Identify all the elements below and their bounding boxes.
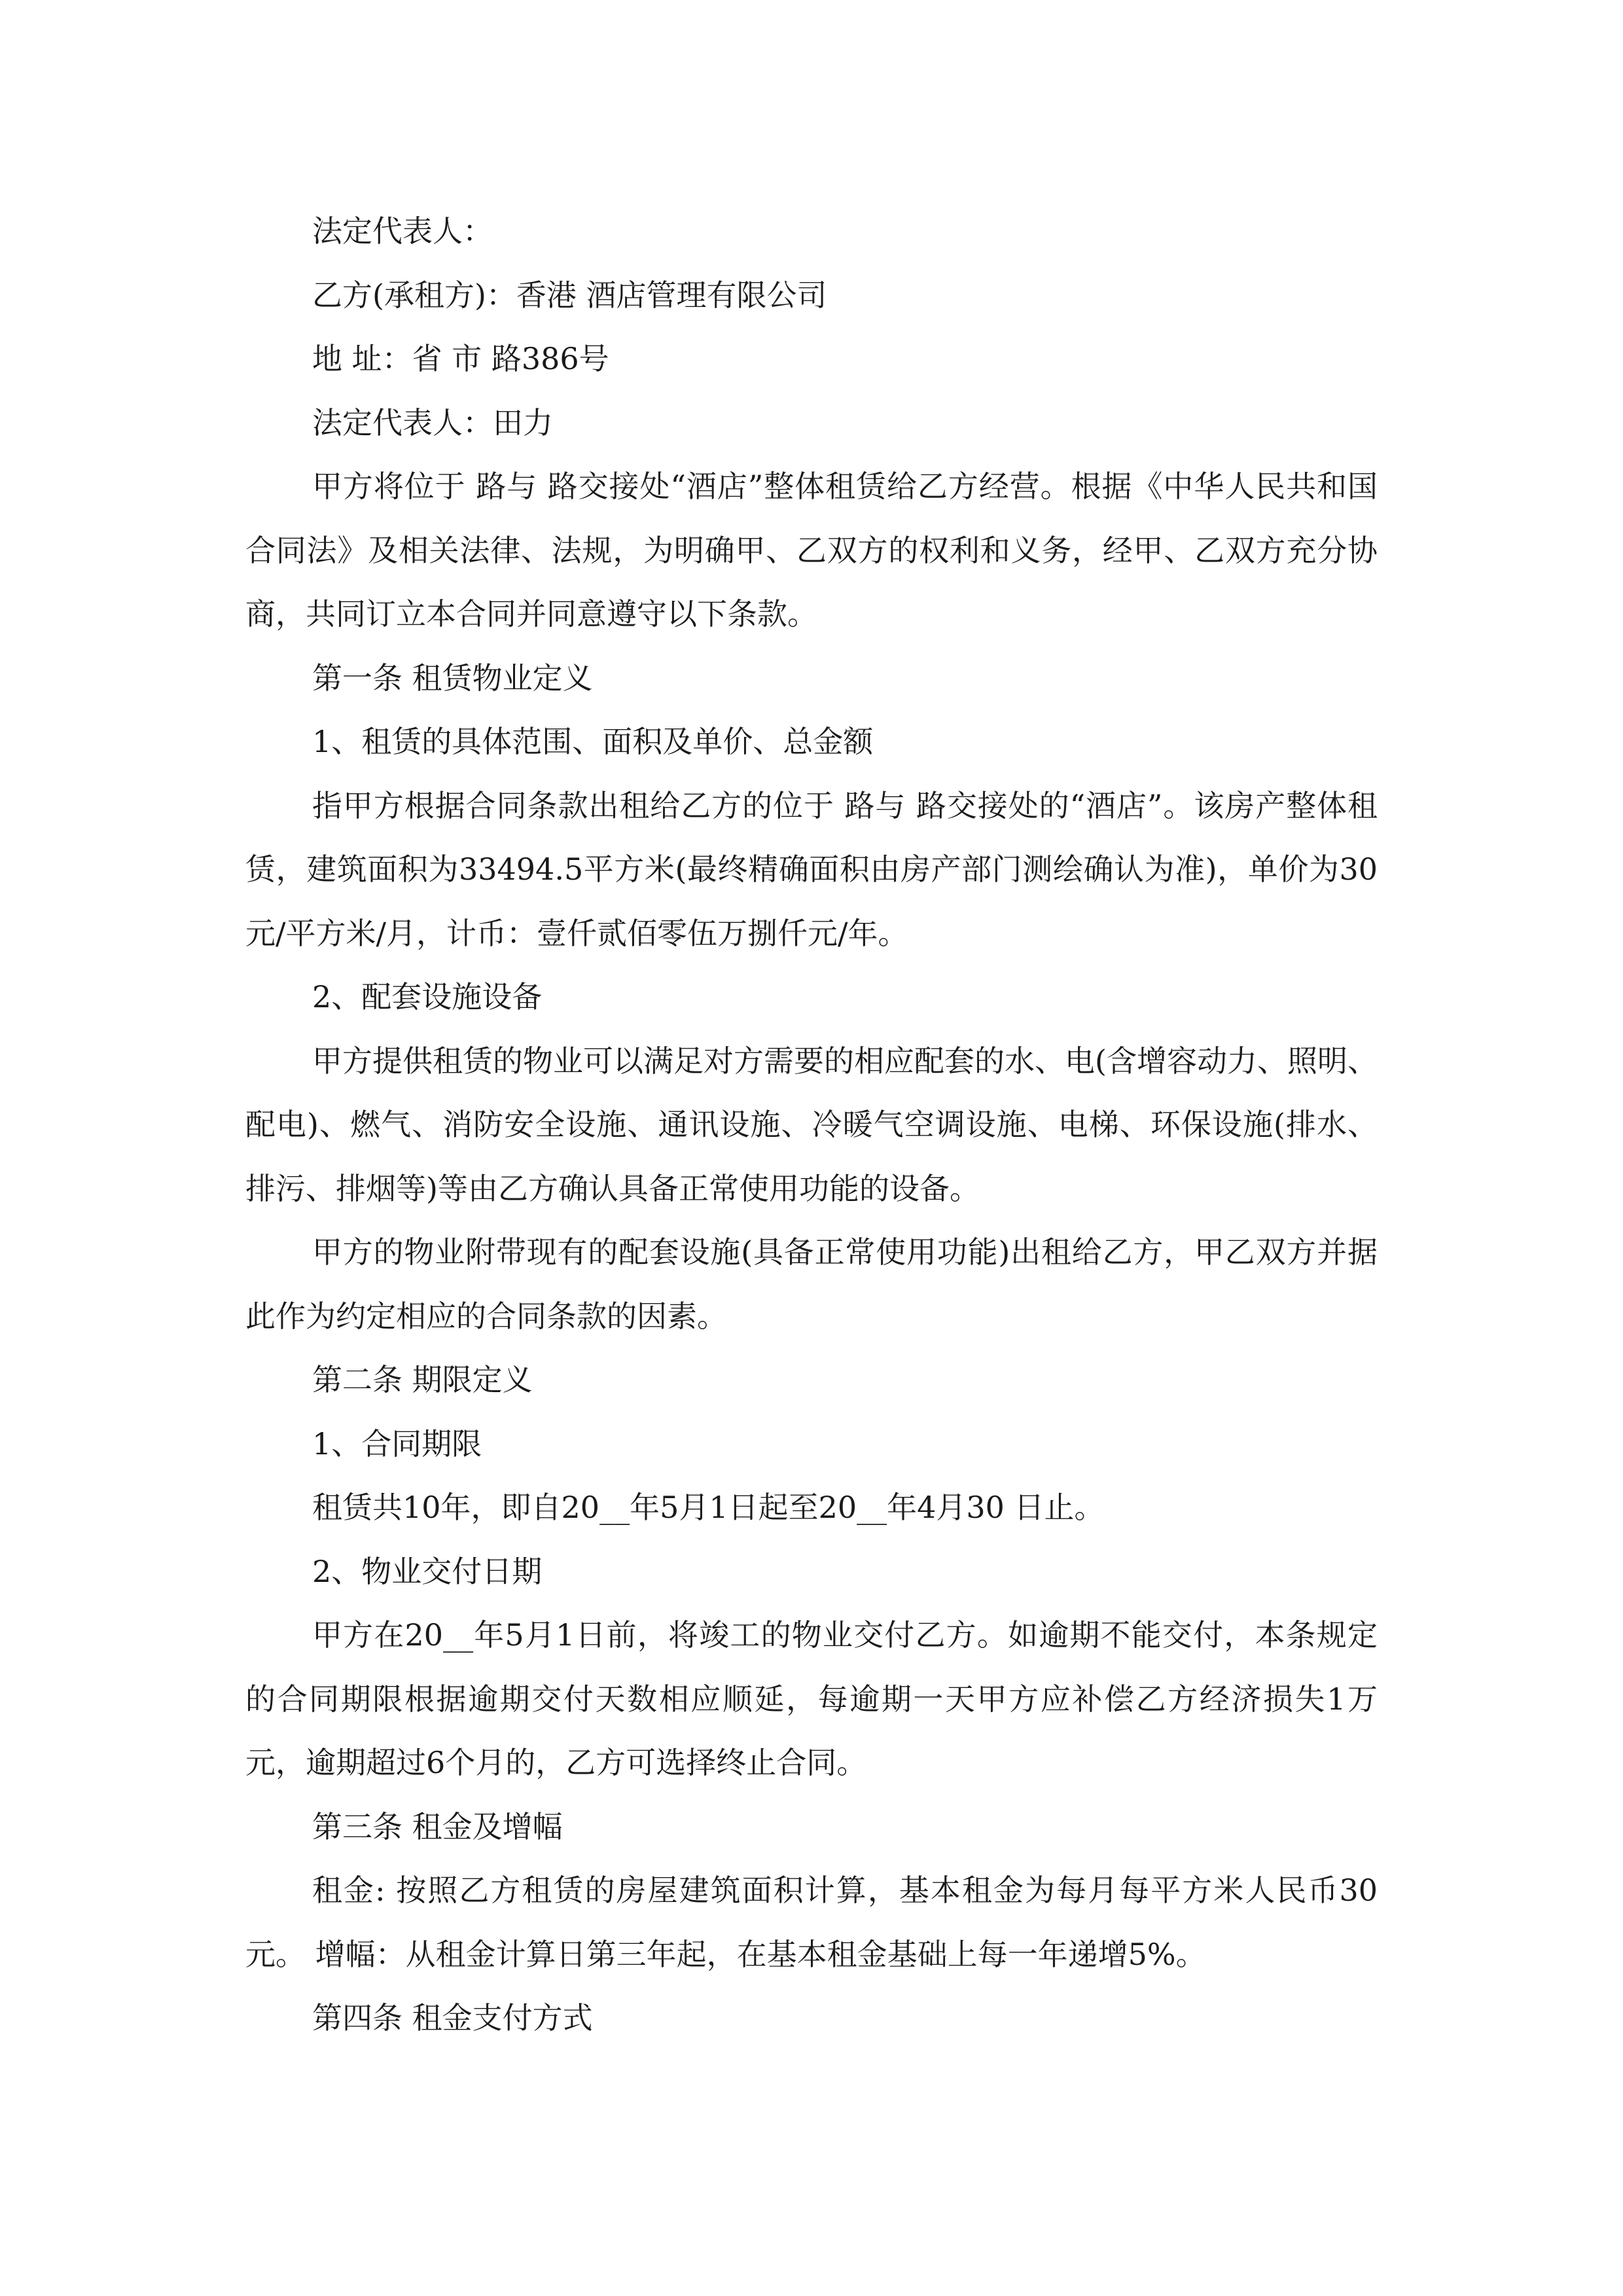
article-1-item-2: 2、配套设施设备 bbox=[312, 979, 543, 1014]
article-4-heading: 第四条 租金支付方式 bbox=[312, 2000, 593, 2036]
legal-representative-b: 法定代表人：田力 bbox=[312, 404, 553, 440]
article-2-item-1: 1、合同期限 bbox=[312, 1426, 482, 1462]
article-2-heading: 第二条 期限定义 bbox=[312, 1362, 533, 1397]
article-1-item-1-text: 指甲方根据合同条款出租给乙方的位于 路与 路交接处的“酒店”。该房产整体租赁，建筑面积为33494.5平方米(最终精确面积由房产部门测绘确认为准)，单价为30元/平方米/月，计币：壹仟贰佰零伍万捌仟元/年。 bbox=[245, 787, 1378, 951]
article-2-item-1-text: 租赁共10年，即自20__年5月1日起至20__年4月30 日止。 bbox=[312, 1490, 1105, 1525]
legal-representative-a: 法定代表人： bbox=[312, 213, 493, 249]
article-1-heading: 第一条 租赁物业定义 bbox=[312, 660, 593, 696]
address-line: 地 址：省 市 路386号 bbox=[312, 341, 609, 376]
article-1-item-2-text-b: 甲方的物业附带现有的配套设施(具备正常使用功能)出租给乙方，甲乙双方并据此作为约定相应的合同条款的因素。 bbox=[245, 1234, 1378, 1334]
article-2-item-2: 2、物业交付日期 bbox=[312, 1553, 543, 1589]
preamble-paragraph: 甲方将位于 路与 路交接处“酒店”整体租赁给乙方经营。根据《中华人民共和国合同法》及相关法律、法规，为明确甲、乙双方的权利和义务，经甲、乙双方充分协商，共同订立本合同并同意遵守以下条款。 bbox=[245, 469, 1378, 632]
article-2-item-2-text: 甲方在20__年5月1日前，将竣工的物业交付乙方。如逾期不能交付，本条规定的合同期限根据逾期交付天数相应顺延，每逾期一天甲方应补偿乙方经济损失1万元，逾期超过6个月的，乙方可选择终止合同。 bbox=[245, 1617, 1378, 1780]
article-3-text: 租金: 按照乙方租赁的房屋建筑面积计算，基本租金为每月每平方米人民币30元。 增幅：从租金计算日第三年起，在基本租金基础上每一年递增5%。 bbox=[245, 1873, 1378, 1972]
party-b: 乙方(承租方)：香港 酒店管理有限公司 bbox=[312, 277, 827, 313]
article-1-item-1: 1、租赁的具体范围、面积及单价、总金额 bbox=[312, 724, 874, 759]
article-1-item-2-text-a: 甲方提供租赁的物业可以满足对方需要的相应配套的水、电(含增容动力、照明、配电)、燃气、消防安全设施、通讯设施、冷暖气空调设施、电梯、环保设施(排水、排污、排烟等)等由乙方确认具备正常使用功能的设备。 bbox=[245, 1043, 1378, 1206]
article-3-heading: 第三条 租金及增幅 bbox=[312, 1808, 563, 1844]
